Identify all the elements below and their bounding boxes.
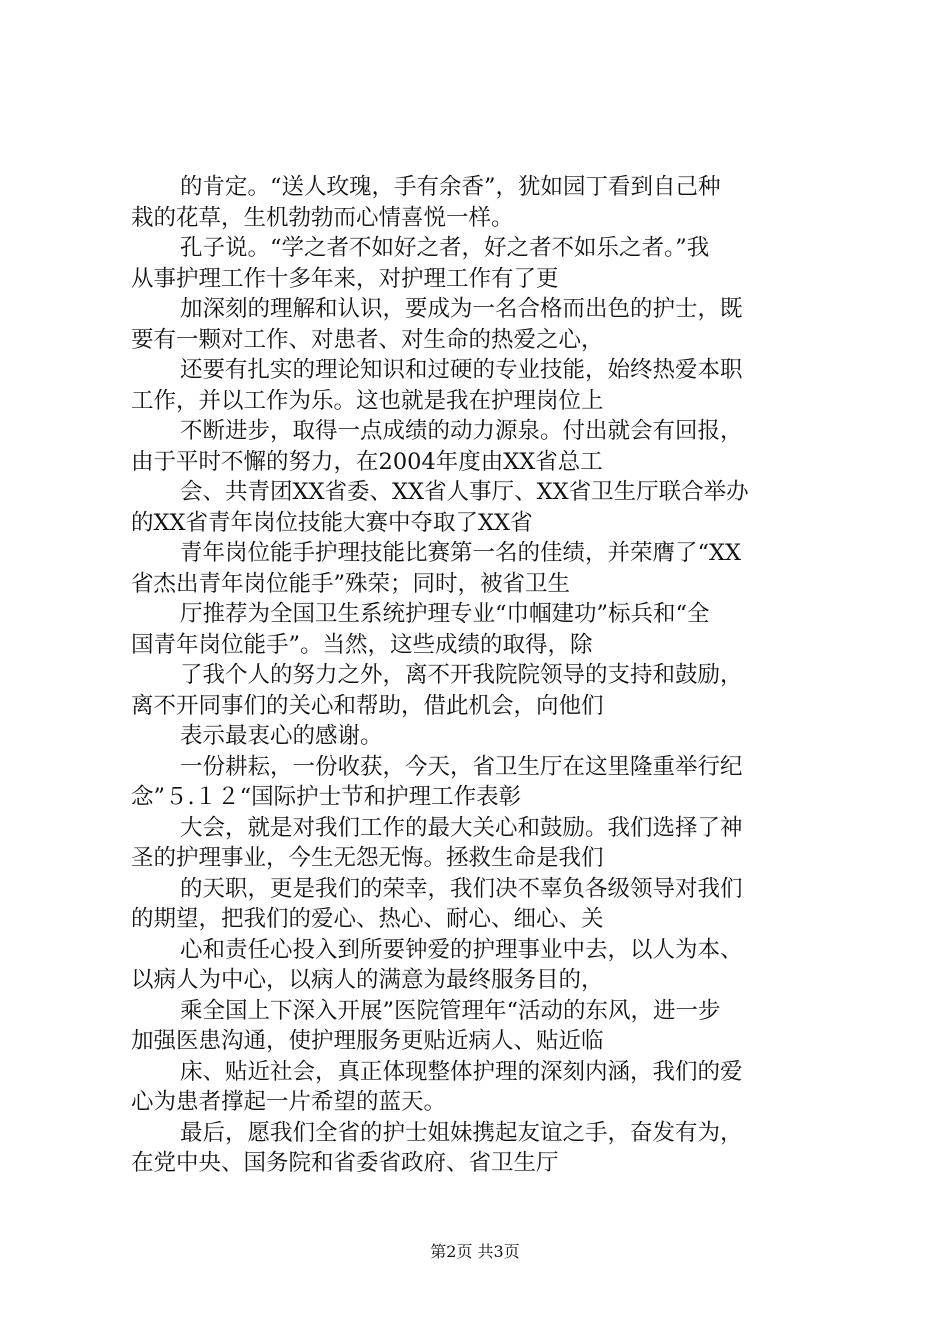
text-line: 了我个人的努力之外，离不开我院院领导的支持和鼓励， bbox=[180, 662, 743, 688]
text-line: 还要有扎实的理论知识和过硬的专业技能，始终热爱本职 bbox=[180, 357, 743, 383]
text-line: 以病人为中心，以病人的满意为最终服务目的， bbox=[131, 967, 604, 993]
text-line: 表示最衷心的感谢。 bbox=[180, 723, 383, 749]
text-line: 会、共青团XX省委、XX省人事厅、XX省卫生厅联合举办 bbox=[180, 479, 749, 505]
text-line: 心为患者撑起一片希望的蓝天。 bbox=[131, 1089, 447, 1115]
document-body bbox=[131, 172, 831, 1179]
text-line: 要有一颗对工作、对患者、对生命的热爱之心， bbox=[131, 326, 604, 353]
text-line: 心和责任心投入到所要钟爱的护理事业中去，以人为本、 bbox=[180, 936, 743, 963]
text-line: 的期望，把我们的爱心、热心、耐心、细心、关 bbox=[131, 906, 604, 932]
text-line: 省杰出青年岗位能手”殊荣；同时，被省卫生 bbox=[131, 570, 571, 597]
text-line: 乘全国上下深入开展”医院管理年“活动的东风，进一步 bbox=[180, 997, 721, 1024]
text-line: 从事护理工作十多年来，对护理工作有了更 bbox=[131, 265, 559, 292]
text-line: 的XX省青年岗位技能大赛中夺取了XX省 bbox=[131, 509, 533, 536]
text-line: 厅推荐为全国卫生系统护理专业“巾帼建功”标兵和“全 bbox=[180, 601, 710, 627]
text-line: 由于平时不懈的努力，在2004年度由XX省总工 bbox=[131, 448, 603, 475]
text-line: 离不开同事们的关心和帮助，借此机会，向他们 bbox=[131, 692, 604, 719]
text-line: 栽的花草，生机勃勃而心情喜悦一样。 bbox=[131, 204, 514, 231]
text-line: 最后，愿我们全省的护士姐妹携起友谊之手，奋发有为， bbox=[180, 1119, 743, 1146]
text-line: 加强医患沟通，使护理服务更贴近病人、贴近临 bbox=[131, 1028, 604, 1054]
page-footer: 第2页 共3页 bbox=[430, 1242, 520, 1261]
text-line: 国青年岗位能手”。当然，这些成绩的取得，除 bbox=[131, 631, 593, 658]
text-line: 一份耕耘，一份收获，今天，省卫生厅在这里隆重举行纪 bbox=[180, 753, 743, 780]
text-line: 不断进步，取得一点成绩的动力源泉。付出就会有回报， bbox=[180, 418, 743, 444]
text-line: 床、贴近社会，真正体现整体护理的深刻内涵，我们的爱 bbox=[180, 1058, 743, 1085]
text-line: 孔子说。“学之者不如好之者，好之者不如乐之者。”我 bbox=[180, 235, 710, 261]
text-line: 念”５.１２“国际护士节和护理工作表彰 bbox=[131, 784, 522, 810]
text-line: 工作，并以工作为乐。这也就是我在护理岗位上 bbox=[131, 387, 604, 414]
text-line: 青年岗位能手护理技能比赛第一名的佳绩，并荣膺了“XX bbox=[180, 540, 742, 566]
text-line: 大会，就是对我们工作的最大关心和鼓励。我们选择了神 bbox=[180, 814, 743, 841]
text-line: 加深刻的理解和认识，要成为一名合格而出色的护士，既 bbox=[180, 296, 743, 322]
text-line: 的肯定。“送人玫瑰，手有余香”，犹如园丁看到自己种 bbox=[180, 174, 721, 200]
text-line: 圣的护理事业，今生无怨无悔。拯救生命是我们 bbox=[131, 845, 604, 871]
text-line: 在党中央、国务院和省委省政府、省卫生厅 bbox=[131, 1150, 559, 1176]
text-line: 的天职，更是我们的荣幸，我们决不辜负各级领导对我们 bbox=[180, 875, 743, 902]
